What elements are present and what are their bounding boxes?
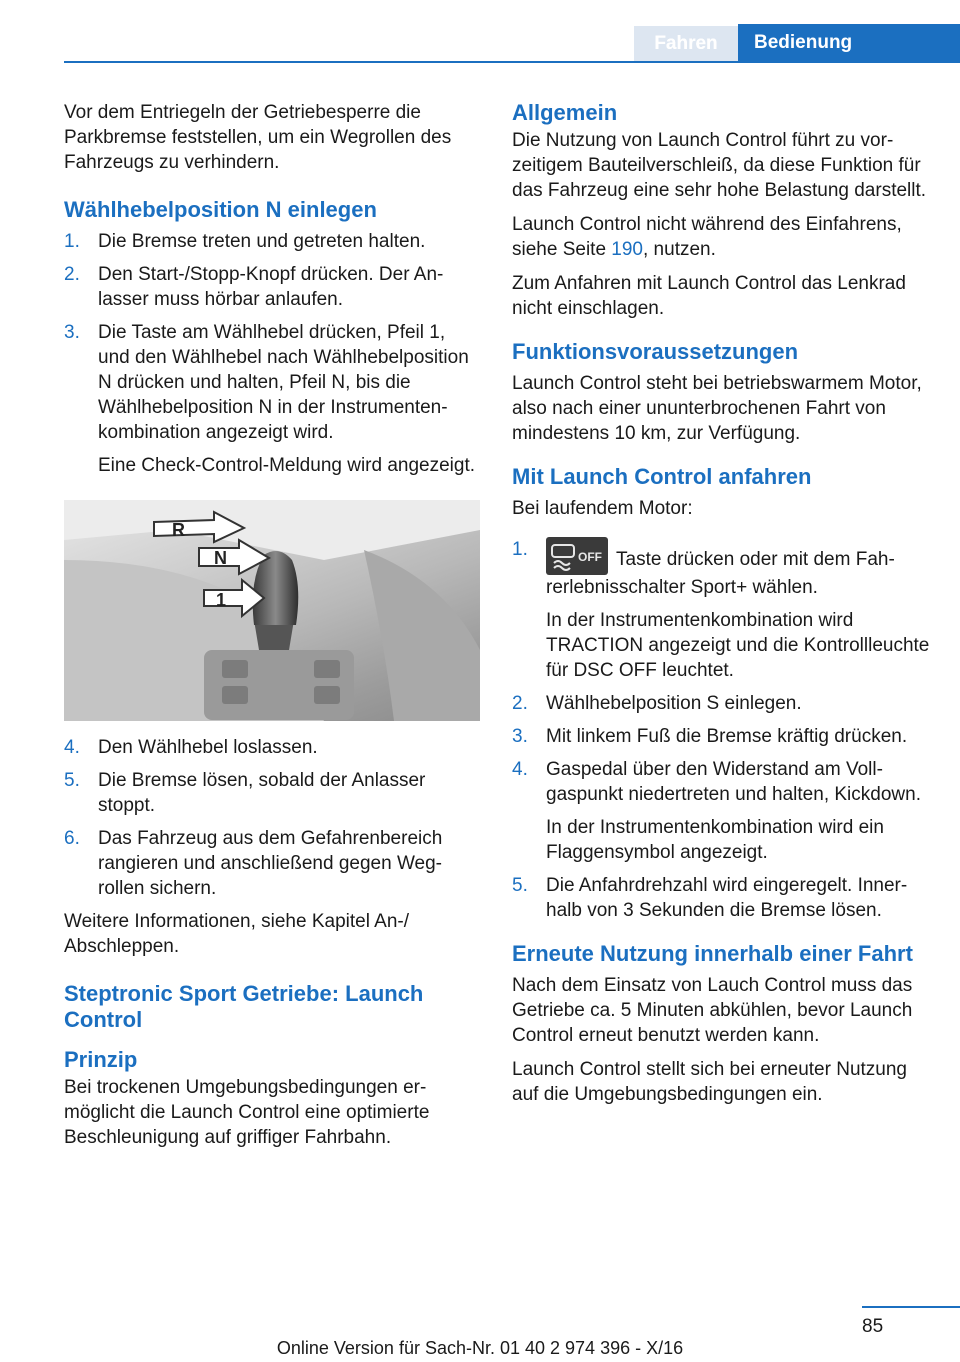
prinzip-paragraph: Bei trockenen Umgebungsbedingungen ermöglicht die Launch Control eine optimierte Beschleunigung auf griffiger Fahrbahn. bbox=[64, 1077, 430, 1148]
arrow-label-1: 1 bbox=[216, 590, 227, 610]
header-tab-fahren[interactable] bbox=[634, 26, 738, 62]
list-item bbox=[64, 735, 480, 760]
step-number: 1. bbox=[512, 539, 528, 560]
list-item bbox=[64, 262, 480, 312]
list-item bbox=[64, 768, 480, 818]
step-number: 2. bbox=[64, 264, 80, 285]
step-text: Die Bremse treten und getreten halten. bbox=[98, 231, 426, 252]
dsc-off-icon bbox=[546, 537, 608, 575]
step-number: 6. bbox=[64, 828, 80, 849]
step-number: 3. bbox=[512, 726, 528, 747]
step-continuation: In der Instrumentenkombination wird TRACTION angezeigt und die Kontrollleuchte für DSC OFF leuchtet. bbox=[546, 610, 930, 681]
header-rule bbox=[64, 61, 960, 63]
list-item bbox=[64, 229, 480, 254]
step-text: Mit linkem Fuß die Bremse kräftig drücken. bbox=[546, 726, 908, 747]
heading-funktionsvoraussetzungen: Funktionsvoraussetzungen bbox=[512, 339, 799, 364]
arrow-label-r: R bbox=[172, 520, 185, 540]
step-text: Taste drücken oder mit dem Fahrerlebnisschalter Sport+ wählen. bbox=[546, 549, 895, 598]
step-number: 5. bbox=[512, 875, 528, 896]
page-number: 85 bbox=[862, 1316, 884, 1337]
heading-anfahren: Mit Launch Control anfahren bbox=[512, 464, 812, 489]
erneut-paragraph-2: Launch Control stellt sich bei erneuter Nutzung auf die Umgebungsbedingungen ein. bbox=[512, 1059, 908, 1105]
step-text: Die Taste am Wählhebel drücken, Pfeil 1, und den Wählhebel nach Wählhebelposition N drücken und halten, Pfeil N, bis die Wählhebelposition N in der Instrumentenkombination angezeigt wird. bbox=[98, 322, 469, 443]
step-continuation: Eine Check-Control-Meldung wird angezeigt. bbox=[98, 455, 476, 476]
right-column bbox=[512, 100, 932, 1116]
steps-list-1 bbox=[64, 229, 480, 478]
heading-n-einlegen: Wählhebelposition N einlegen bbox=[64, 197, 377, 222]
anfahren-paragraph: Bei laufendem Motor: bbox=[512, 498, 693, 519]
heading-prinzip: Prinzip bbox=[64, 1047, 138, 1072]
footer-rule bbox=[862, 1306, 960, 1308]
dsc-icon-label: OFF bbox=[578, 550, 602, 564]
allgemein-paragraph-2 bbox=[512, 212, 932, 262]
step-number: 1. bbox=[64, 231, 80, 252]
step-text: Den Start-/Stopp-Knopf drücken. Der Anlasser muss hörbar anlaufen. bbox=[98, 264, 444, 310]
gear-selector-photo bbox=[64, 500, 480, 721]
list-item bbox=[512, 724, 932, 749]
step-number: 3. bbox=[64, 322, 80, 343]
arrow-label-n: N bbox=[214, 548, 227, 568]
steps-list-right bbox=[512, 537, 932, 923]
step-text: Wählhebelposition S einlegen. bbox=[546, 693, 802, 714]
header-tab-bedienung[interactable] bbox=[738, 24, 960, 62]
step-text: Die Anfahrdrehzahl wird eingeregelt. Innerhalb von 3 Sekunden die Bremse lösen. bbox=[546, 875, 908, 921]
allgemein-text-b: , nutzen. bbox=[643, 239, 716, 260]
step-text: Gaspedal über den Widerstand am Vollgaspunkt niedertreten und halten, Kickdown. bbox=[546, 759, 921, 805]
step-text: Den Wählhebel loslassen. bbox=[98, 737, 318, 758]
more-info-paragraph: Weitere Informationen, siehe Kapitel An-/ Abschleppen. bbox=[64, 911, 410, 957]
step-text: Die Bremse lösen, sobald der Anlasser stoppt. bbox=[98, 770, 426, 816]
intro-paragraph: Vor dem Entriegeln der Getriebesperre die Parkbremse feststellen, um ein Wegrollen des Fahrzeugs zu verhindern. bbox=[64, 102, 452, 173]
step-number: 4. bbox=[64, 737, 80, 758]
allgemein-paragraph-3: Zum Anfahren mit Launch Control das Lenkrad nicht einschlagen. bbox=[512, 273, 906, 319]
list-item bbox=[64, 320, 480, 478]
page-reference-link[interactable]: 190 bbox=[611, 239, 643, 260]
heading-launch-control: Steptronic Sport Getriebe: Launch Control bbox=[64, 981, 424, 1032]
list-item bbox=[512, 757, 932, 865]
funktion-paragraph: Launch Control steht bei betriebswarmem Motor, also nach einer ununterbrochenen Fahrt von mindestens 10 km, zur Verfügung. bbox=[512, 373, 922, 444]
allgemein-text-a: Launch Control nicht während des Einfahrens, siehe Seite bbox=[512, 214, 902, 260]
step-continuation: In der Instrumentenkombination wird ein Flaggensymbol angezeigt. bbox=[546, 817, 884, 863]
step-text: Das Fahrzeug aus dem Gefahrenbereich rangieren und anschließend gegen Wegrollen sichern. bbox=[98, 828, 443, 899]
step-number: 2. bbox=[512, 693, 528, 714]
heading-erneute-nutzung: Erneute Nutzung innerhalb einer Fahrt bbox=[512, 941, 913, 966]
list-item bbox=[512, 691, 932, 716]
steps-list-2 bbox=[64, 735, 480, 901]
step-number: 4. bbox=[512, 759, 528, 780]
gear-selector-illustration bbox=[64, 500, 480, 721]
list-item bbox=[512, 537, 932, 683]
step-number: 5. bbox=[64, 770, 80, 791]
heading-allgemein: Allgemein bbox=[512, 100, 618, 125]
erneut-paragraph-1: Nach dem Einsatz von Lauch Control muss das Getriebe ca. 5 Minuten abkühlen, bevor Launch Control erneut benutzt werden kann. bbox=[512, 975, 913, 1046]
allgemein-paragraph-1: Die Nutzung von Launch Control führt zu vorzeitigem Bauteilverschleiß, da diese Funktion für das Fahrzeug eine sehr hohe Belastung darstellt. bbox=[512, 130, 927, 201]
list-item bbox=[512, 873, 932, 923]
header-tab-bedienung-label: Bedienung bbox=[754, 32, 853, 53]
footer-version-text: Online Version für Sach-Nr. 01 40 2 974 396 - X/16 bbox=[276, 1338, 684, 1358]
left-column bbox=[64, 100, 480, 1159]
list-item bbox=[64, 826, 480, 901]
header-tab-fahren-label: Fahren bbox=[654, 33, 718, 54]
